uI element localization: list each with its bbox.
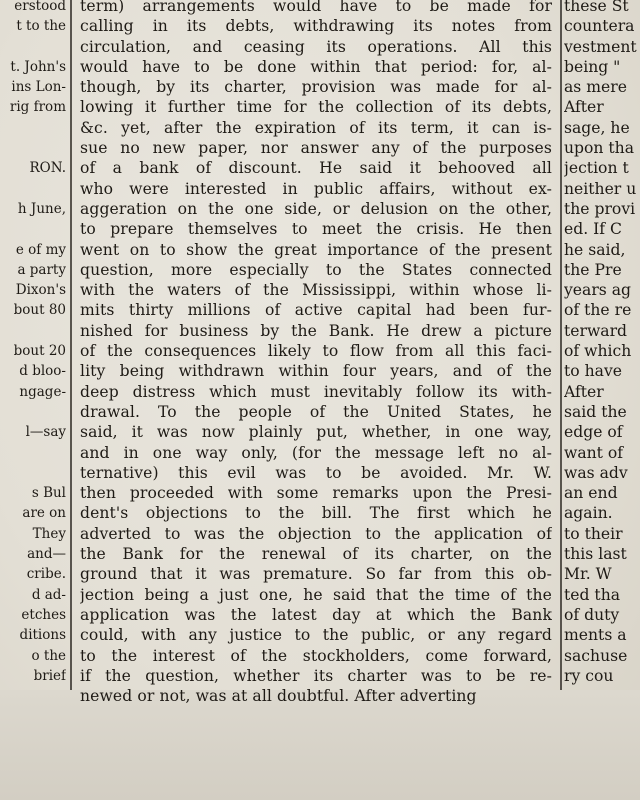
main-column-line: lity being withdrawn within four years, and of the [80,362,552,381]
left-column-line [0,443,66,463]
left-column-line [0,321,66,341]
right-column-line: to their [564,524,623,543]
main-column-line: with the waters of the Mississippi, within whose li- [80,281,552,300]
main-column-line: question, more especially to the States connected [80,260,552,279]
main-column-line: the Bank for the renewal of its charter, on the [80,545,552,564]
left-column-line [0,402,66,422]
right-column-line: sachuse [564,646,628,665]
left-column-line: are on [22,505,66,522]
right-column-line: again. [564,504,613,523]
left-column-line: ngage- [19,383,66,400]
main-column-line: newed or not, was at all doubtful. After adverting [80,687,477,706]
main-column-line: to prepare themselves to meet the crisis. He then [80,220,552,239]
left-column-line: ins Lon- [11,79,66,96]
main-column-line: to the interest of the stockholders, come forward, [80,646,552,665]
main-column-line: of a bank of discount. He said it behooved all [80,159,552,178]
left-column-line [0,37,66,57]
main-column-line: who were interested in public affairs, without ex- [80,179,552,198]
right-column-text [564,0,640,686]
main-column-line: and in one way only, (for the message left no al- [80,443,552,462]
right-column-line: of the re [564,301,632,320]
right-column-line: was adv [564,463,628,482]
left-column-line: bout 80 [13,302,66,319]
main-column-line: of the consequences likely to flow from all this faci- [80,342,552,361]
left-column-line: d bloo- [19,363,66,380]
right-column-line: the provi [564,199,636,218]
right-column-line: terward [564,321,628,340]
right-column-line: want of [564,443,624,462]
right-column-line: this last [564,545,627,564]
left-column-line: l—say [25,424,66,441]
left-column-line: a party [17,261,66,278]
left-column-line [0,219,66,239]
left-column-line: s Bul [31,485,66,502]
column-rule-right [560,0,562,690]
main-column-line: if the question, whether its charter was to be re- [80,666,552,685]
left-column-line [0,118,66,138]
main-column-line: term) arrangements would have to be made for [80,0,552,15]
left-column-line: ditions [19,627,66,644]
left-column-line: RON. [29,160,66,177]
left-column-line: erstood [14,0,66,14]
main-column-line: ternative) this evil was to be avoided. Mr. W. [80,463,552,482]
left-column-line: e of my [15,241,66,258]
left-column-line: cribe. [26,566,66,583]
right-column-line: Mr. W [564,565,612,584]
main-column-line: dent's objections to the bill. The first which he [80,504,552,523]
main-column-line: &c. yet, after the expiration of its term, it can is- [80,118,552,137]
main-column-line: though, by its charter, provision was made for al- [80,78,552,97]
right-column-line: countera [564,17,635,36]
main-column-line: adverted to was the objection to the application of [80,524,552,543]
main-column-line: circulation, and ceasing its operations. All this [80,37,552,56]
left-column-line: They [32,525,66,542]
left-column-line: bout 20 [13,343,66,360]
main-column-line: jection being a just one, he said that the time of the [80,585,552,604]
right-column-line: said the [564,402,627,421]
main-column-line: could, with any justice to the public, or any regard [80,626,552,645]
right-column-line: After [564,382,604,401]
right-column-line: sage, he [564,118,630,137]
right-column-line: ments a [564,626,627,645]
right-column-line: these St [564,0,629,15]
main-column-line: application was the latest day at which the Bank [80,605,552,624]
left-column-text [0,0,66,686]
main-column-line: went on to show the great importance of the present [80,240,552,259]
left-column-line: t. John's [10,58,66,75]
main-column-line: said, it was now plainly put, whether, in one way, [80,423,552,442]
right-column-line: as mere [564,78,627,97]
left-column-line [0,138,66,158]
main-column-line: lowing it further time for the collection of its debts, [80,98,552,117]
right-column-line: upon tha [564,139,635,158]
main-column-line: would have to be done within that period: for, al- [80,57,552,76]
right-column-line: years ag [564,281,632,300]
page-bottom-margin [0,690,640,800]
main-column-line: sue no new paper, nor answer any of the purposes [80,139,552,158]
right-column-line: being " [564,57,621,76]
right-column-line: he said, [564,240,626,259]
right-column-line: of duty [564,605,620,624]
left-column-line: o the [31,647,66,664]
right-column-line: vestment [564,37,637,56]
main-column-line: ground that it was premature. So far from this ob- [80,565,552,584]
right-column-line: ry cou [564,666,614,685]
left-column-line: and— [27,546,66,563]
left-column-line: t to the [16,18,66,35]
left-column-line: d ad- [31,586,66,603]
left-column-line [0,179,66,199]
right-column-line: edge of [564,423,623,442]
main-column-line: then proceeded with some remarks upon the Presi- [80,484,552,503]
main-column-line: calling in its debts, withdrawing its notes from [80,17,552,36]
main-column-line: aggeration on the one side, or delusion on the other, [80,199,552,218]
left-column-line: h June, [17,200,66,217]
right-column-line: ed. If C [564,220,622,239]
right-column-line: ted tha [564,585,621,604]
main-column-text [80,0,552,706]
left-column-line: brief [33,667,66,684]
right-column-line: to have [564,362,622,381]
right-column-line: jection t [564,159,629,178]
left-column-line [0,463,66,483]
right-column-line: the Pre [564,260,622,279]
main-column-line: mits thirty millions of active capital had been fur- [80,301,552,320]
right-column-line: After [564,98,604,117]
column-rule-left [70,0,72,690]
main-column-line: deep distress which must inevitably follow its with- [80,382,552,401]
main-column-line: nished for business by the Bank. He drew a picture [80,321,552,340]
left-column-line: Dixon's [15,282,66,299]
right-column-line: of which [564,342,632,361]
left-column-line: rig from [9,99,66,116]
main-column-line: drawal. To the people of the United States, he [80,402,552,421]
right-column-line: an end [564,484,618,503]
left-column-line: etches [21,606,66,623]
right-column-line: neither u [564,179,637,198]
